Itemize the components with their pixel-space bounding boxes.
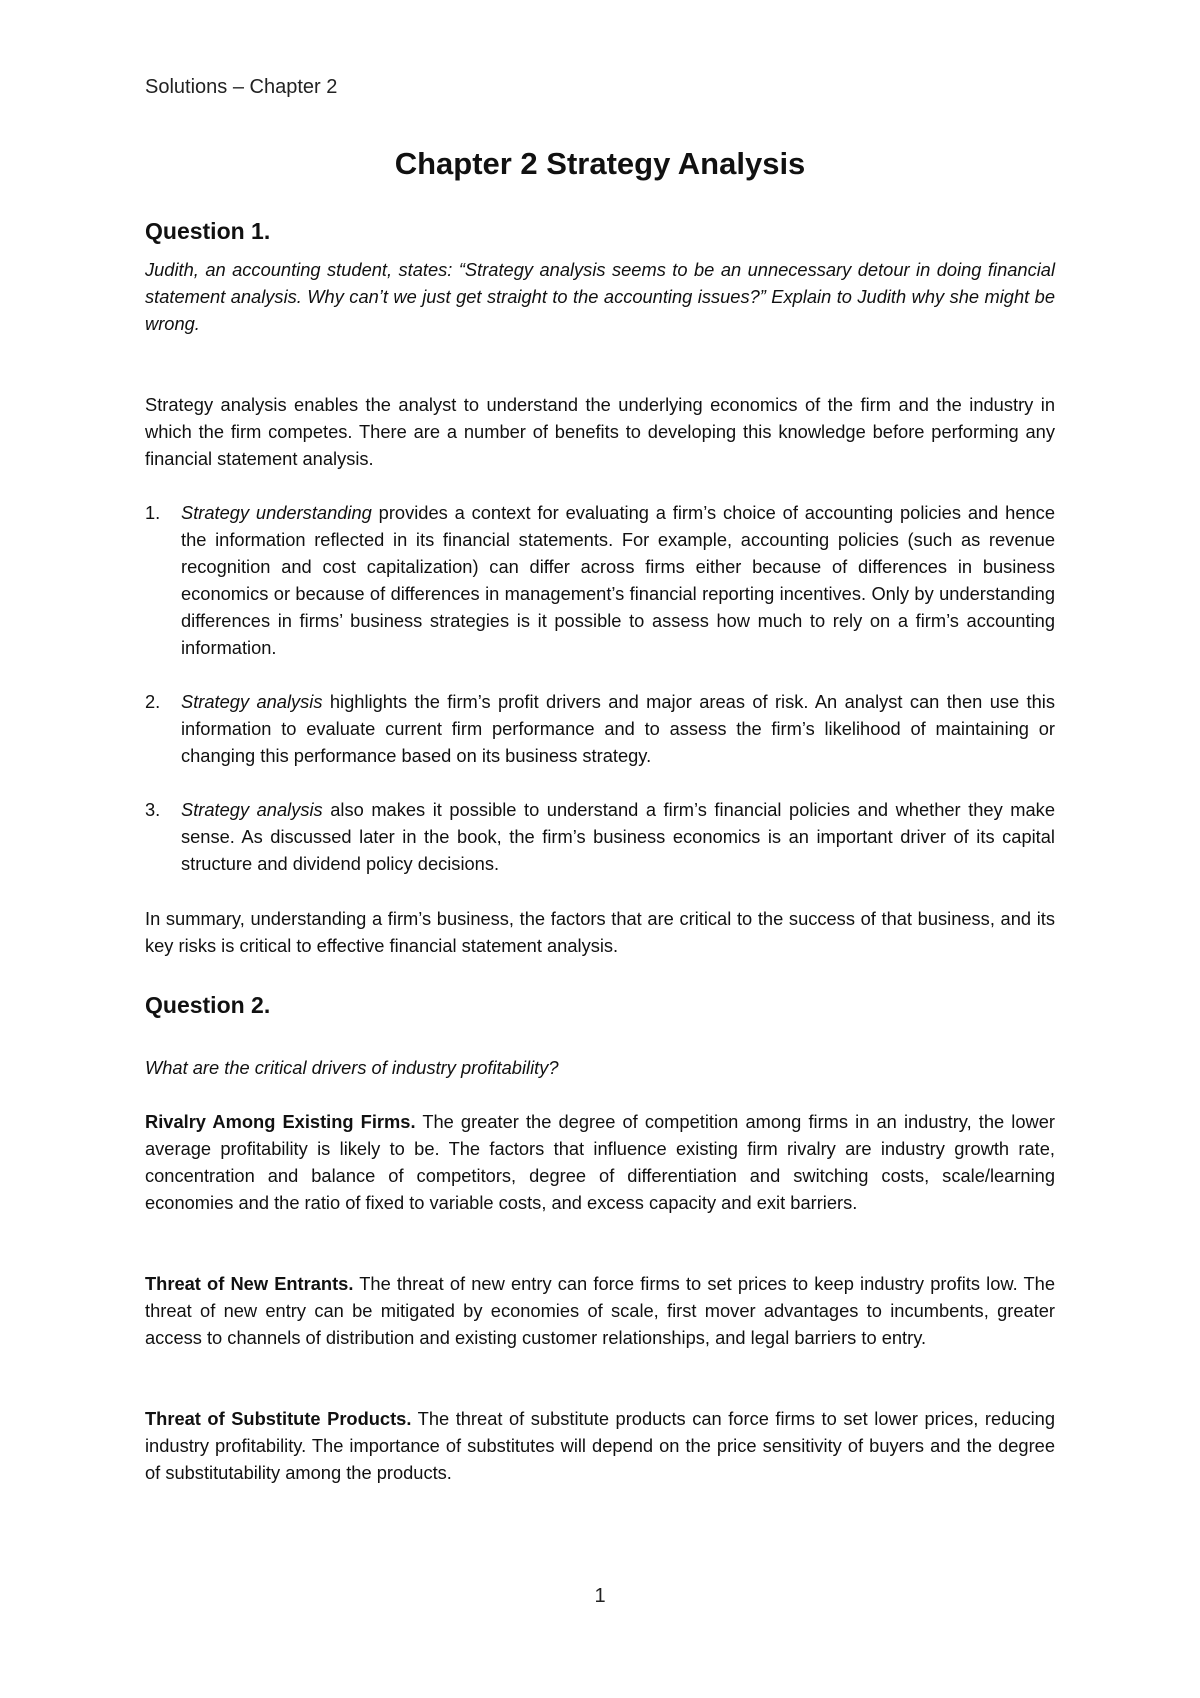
list-item-lead: Strategy analysis — [181, 691, 323, 712]
list-item-number: 1. — [145, 502, 161, 523]
document-title: Chapter 2 Strategy Analysis — [394, 146, 806, 181]
question-2-prompt-block — [145, 1054, 1055, 1081]
question-2-paragraph — [145, 1270, 1055, 1351]
question-2-prompt: What are the critical drivers of industry profitability? — [145, 1057, 559, 1078]
paragraph-text: The threat of substitute products can force firms to set lower prices, reducing industry profitability. The importance of substitutes will depend on the price sensitivity of buyers and the degree of substitutability among the products. — [145, 1408, 1056, 1483]
question-2-paragraph — [145, 1405, 1055, 1486]
list-item-number: 3. — [145, 799, 161, 820]
list-item-text: highlights the firm’s profit drivers and major areas of risk. An analyst can then use this information to evaluate current firm performance and to assess the firm’s likelihood of maintaining or changing this performance based on its business strategy. — [181, 691, 1055, 766]
question-2-para-2-block — [145, 1270, 1055, 1351]
question-1-heading-block — [145, 216, 1055, 246]
list-item — [145, 796, 1055, 877]
paragraph-text: The threat of new entry can force firms to set prices to keep industry profits low. The threat of new entry can be mitigated by economies of scale, first mover advantages to incumbents, greater access to channels of distribution and existing customer relationships, and legal barriers to entry. — [145, 1273, 1055, 1348]
question-1-intro-block — [145, 391, 1055, 472]
list-item-text: provides a context for evaluating a firm’s choice of accounting policies and hence the information reflected in its financial statements. For example, accounting policies (such as revenue recognition and cost capitalization) can differ across firms either because of differences in business economics or because of differences in management’s financial reporting incentives. Only by understanding differences in firms’ business strategies is it possible to assess how much to rely on a firm’s accounting information. — [181, 502, 1055, 658]
list-item — [145, 688, 1055, 769]
question-1-item-2-block — [145, 688, 1055, 769]
list-item-text: also makes it possible to understand a firm’s financial policies and whether they make sense. As discussed later in the book, the firm’s business economics is an important driver of its capital structure and dividend policy decisions. — [181, 799, 1055, 874]
question-1-item-3-block — [145, 796, 1055, 877]
list-item-lead: Strategy analysis — [181, 799, 323, 820]
paragraph-text: The greater the degree of competition among firms in an industry, the lower average profitability is likely to be. The factors that influence existing firm rivalry are industry growth rate, concentration and balance of competitors, degree of differentiation and switching costs, scale/learning economies and the ratio of fixed to variable costs, and excess capacity and exit barriers. — [145, 1111, 1055, 1213]
paragraph-lead: Threat of Substitute Products. — [145, 1408, 412, 1429]
question-2-heading: Question 2. — [145, 992, 271, 1018]
running-header: Solutions – Chapter 2 — [145, 76, 338, 98]
question-2-para-1-block — [145, 1108, 1055, 1216]
page-number: 1 — [594, 1585, 606, 1607]
paragraph-lead: Rivalry Among Existing Firms. — [145, 1111, 416, 1132]
question-1-summary: In summary, understanding a firm’s business, the factors that are critical to the success of that business, and its key risks is critical to effective financial statement analysis. — [145, 908, 1055, 956]
question-2-paragraph — [145, 1108, 1055, 1216]
question-1-prompt: Judith, an accounting student, states: “Strategy analysis seems to be an unnecessary detour in doing financial statement analysis. Why can’t we just get straight to the accounting issues?” Explain to Judith why she might be wrong. — [145, 259, 1055, 334]
list-item-number: 2. — [145, 691, 161, 712]
question-2-heading-block — [145, 990, 1055, 1020]
paragraph-lead: Threat of New Entrants. — [145, 1273, 354, 1294]
list-item — [145, 499, 1055, 661]
list-item-lead: Strategy understanding — [181, 502, 372, 523]
question-1-summary-block — [145, 905, 1055, 959]
question-1-heading: Question 1. — [145, 218, 271, 244]
question-1-prompt-block — [145, 256, 1055, 337]
question-1-item-1-block — [145, 499, 1055, 661]
question-1-intro: Strategy analysis enables the analyst to understand the underlying economics of the firm and the industry in which the firm competes. There are a number of benefits to developing this knowledge before performing any financial statement analysis. — [145, 394, 1055, 469]
question-2-para-3-block — [145, 1405, 1055, 1486]
